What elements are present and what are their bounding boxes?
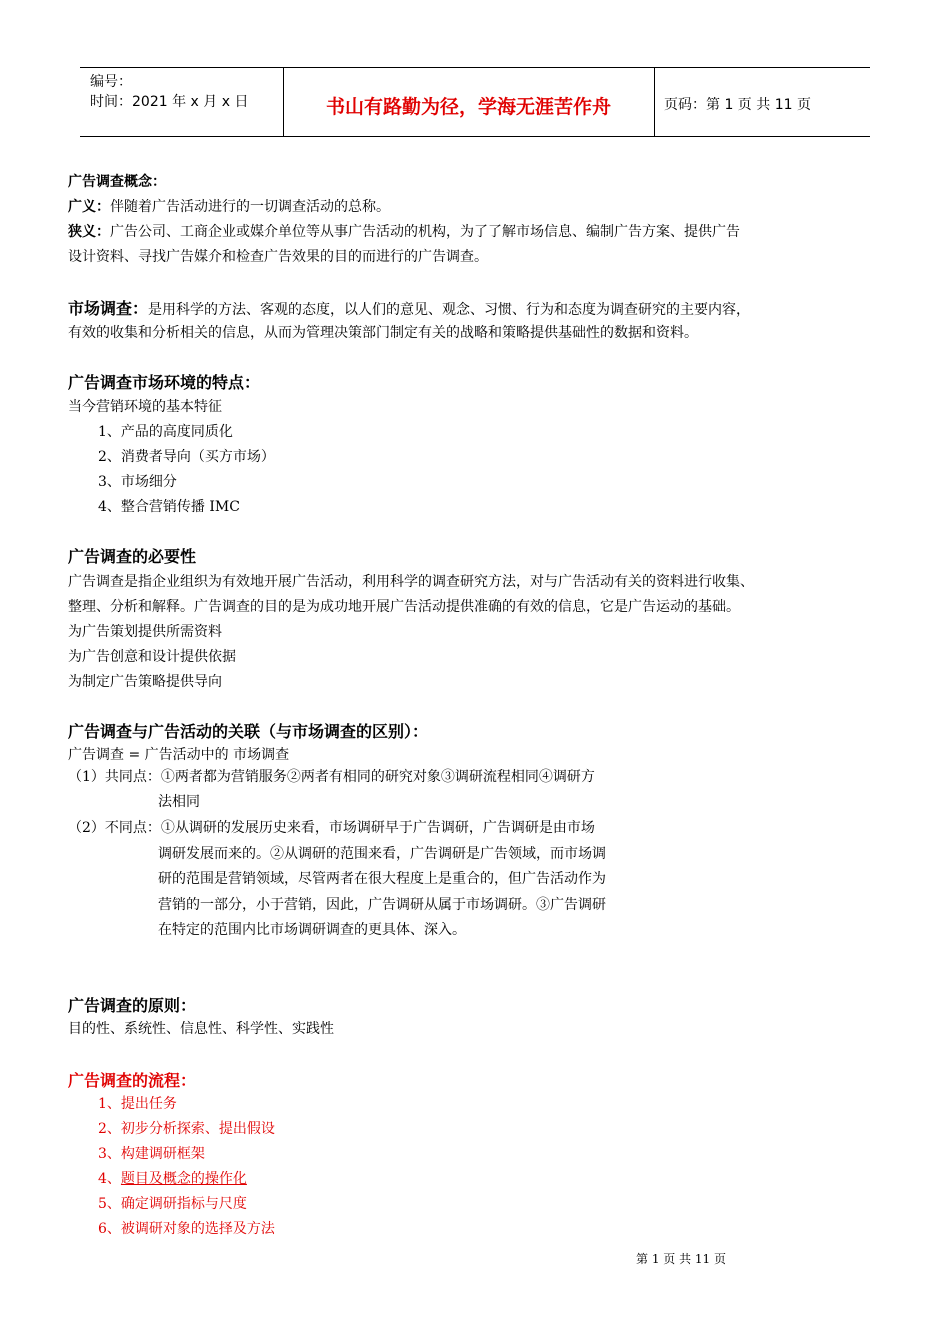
environment-intro: 当今营销环境的基本特征 bbox=[68, 399, 222, 415]
doc-date-label: 时间：2021 年 x 月 x 日 bbox=[90, 94, 249, 110]
header-left-cell bbox=[90, 72, 248, 112]
narrow-text: 广告公司、工商企业或媒介单位等从事广告活动的机构，为了了解市场信息、编制广告方案、提供广告 bbox=[110, 224, 740, 240]
list-item: 2、消费者导向（买方市场） bbox=[98, 449, 275, 465]
market-research-text: 是用科学的方法、客观的态度，以人们的意见、观念、习惯、行为和态度为调查研究的主要内容， bbox=[148, 302, 751, 318]
list-item: 4、整合营销传播 IMC bbox=[98, 499, 240, 515]
market-research-definition bbox=[68, 296, 750, 319]
section-title-process: 广告调查的流程： bbox=[68, 1071, 197, 1090]
similarities-text-cont: 法相同 bbox=[158, 794, 200, 810]
process-step: 1、提出任务 bbox=[98, 1096, 177, 1112]
differences-text: （2）不同点：①从调研的发展历史来看，市场调研早于广告调研，广告调研是由市场 bbox=[68, 820, 595, 836]
market-research-text-cont: 有效的收集和分析相关的信息，从而为管理决策部门制定有关的战略和策略提供基础性的数据和资料。 bbox=[68, 325, 698, 341]
narrow-definition bbox=[68, 221, 740, 241]
necessity-text-cont: 整理、分析和解释。广告调查的目的是为成功地开展广告活动提供准确的有效的信息，它是广告运动的基础。 bbox=[68, 599, 740, 615]
header-center-cell bbox=[283, 68, 654, 136]
principles-text: 目的性、系统性、信息性、科学性、实践性 bbox=[68, 1021, 334, 1037]
process-step: 4、题目及概念的操作化 bbox=[98, 1171, 247, 1187]
process-step-underlined: 题目及概念的操作化 bbox=[120, 1171, 247, 1187]
similarities-text: （1）共同点：①两者都为营销服务②两者有相同的研究对象③调研流程相同④调研方 bbox=[68, 769, 595, 785]
doc-number-label: 编号： bbox=[90, 74, 132, 90]
process-step: 2、初步分析探索、提出假设 bbox=[98, 1121, 275, 1137]
narrow-term: 狭义： bbox=[68, 224, 110, 240]
list-item: 为广告创意和设计提供依据 bbox=[68, 649, 236, 665]
differences-text-cont: 营销的一部分，小于营销，因此，广告调研从属于市场调研。③广告调研 bbox=[158, 897, 606, 913]
broad-definition bbox=[68, 196, 390, 216]
header-page-label: 页码：第 1 页 共 11 页 bbox=[664, 97, 811, 113]
section-title-relation: 广告调查与广告活动的关联（与市场调查的区别）： bbox=[68, 722, 429, 741]
section-title-concept: 广告调查概念： bbox=[68, 174, 166, 190]
necessity-text: 广告调查是指企业组织为有效地开展广告活动，利用科学的调查研究方法，对与广告活动有关的资料进行收集、 bbox=[68, 574, 754, 590]
narrow-text-cont: 设计资料、寻找广告媒介和检查广告效果的目的而进行的广告调查。 bbox=[68, 249, 488, 265]
process-step: 6、被调研对象的选择及方法 bbox=[98, 1221, 275, 1237]
broad-term: 广义： bbox=[68, 199, 110, 215]
list-item: 为制定广告策略提供导向 bbox=[68, 674, 222, 690]
list-item: 3、市场细分 bbox=[98, 474, 177, 490]
differences-text-cont: 调研发展而来的。②从调研的范围来看，广告调研是广告领域，而市场调 bbox=[158, 846, 606, 862]
section-title-environment: 广告调查市场环境的特点： bbox=[68, 373, 261, 392]
header-table bbox=[80, 67, 870, 137]
broad-text: 伴随着广告活动进行的一切调查活动的总称。 bbox=[110, 199, 390, 215]
list-item: 1、产品的高度同质化 bbox=[98, 424, 233, 440]
differences-text-cont: 研的范围是营销领域，尽管两者在很大程度上是重合的，但广告活动作为 bbox=[158, 871, 606, 887]
header-motto: 书山有路勤为径，学海无涯苦作舟 bbox=[325, 96, 611, 118]
list-item: 为广告策划提供所需资料 bbox=[68, 624, 222, 640]
process-step: 5、确定调研指标与尺度 bbox=[98, 1196, 247, 1212]
section-title-necessity: 广告调查的必要性 bbox=[68, 547, 197, 566]
header-right-cell bbox=[654, 68, 870, 136]
differences-text-cont: 在特定的范围内比市场调研调查的更具体、深入。 bbox=[158, 922, 466, 938]
market-research-term: 市场调查： bbox=[68, 299, 149, 318]
relation-formula: 广告调查 = 广告活动中的 市场调查 bbox=[68, 747, 290, 763]
page-footer: 第 1 页 共 11 页 bbox=[636, 1252, 726, 1266]
process-step: 3、构建调研框架 bbox=[98, 1146, 205, 1162]
section-title-principles: 广告调查的原则： bbox=[68, 996, 197, 1015]
